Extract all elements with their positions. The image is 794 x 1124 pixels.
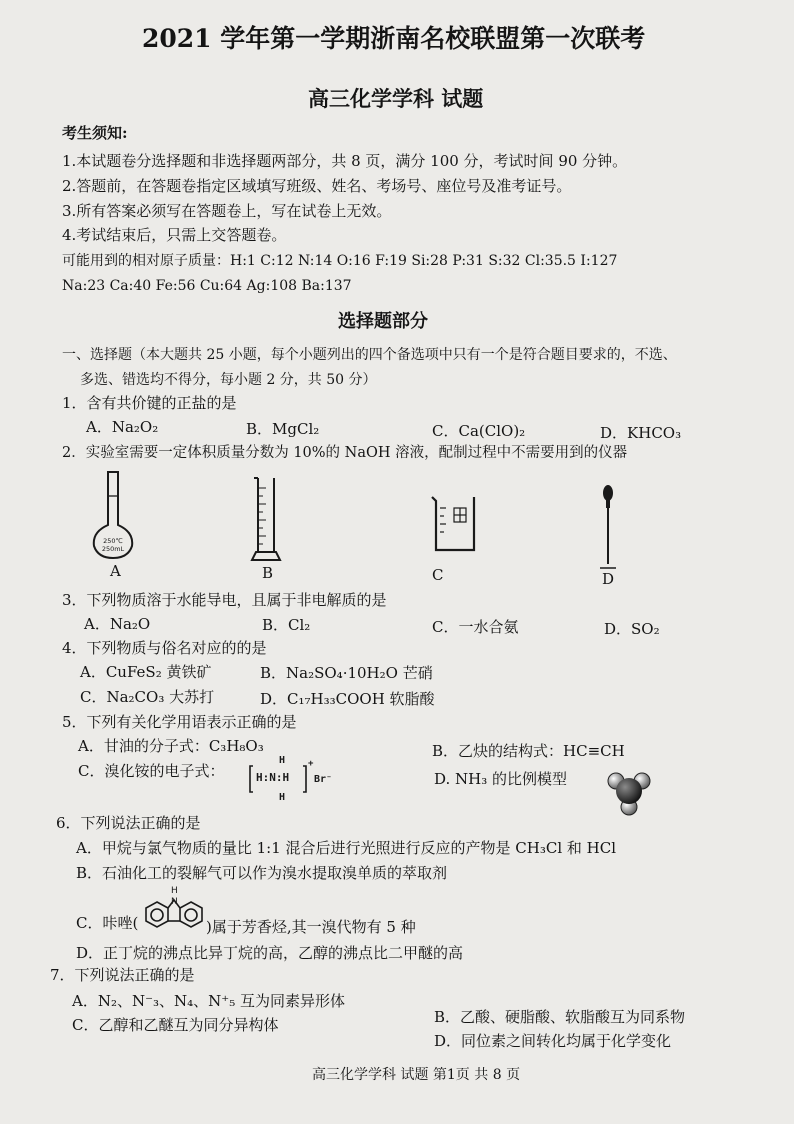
section-title: 选择题部分 <box>338 311 428 332</box>
q5-option-a: A．甘油的分子式：C₃H₈O₃ <box>78 737 264 755</box>
carbazole-h-label: H <box>171 886 178 896</box>
q1-option-b: B．MgCl₂ <box>246 420 320 438</box>
carbazole-n-label: N <box>171 897 178 907</box>
q7-option-b: B．乙酸、硬脂酸、软脂酸互为同系物 <box>434 1008 686 1026</box>
q5-stem: 5．下列有关化学用语表示正确的是 <box>62 713 297 731</box>
q3-option-a: A．Na₂O <box>84 615 151 633</box>
atomic-masses-line-1: 可能用到的相对原子质量：H:1 C:12 N:14 O:16 F:19 Si:28 P:31 S:32 Cl:35.5 I:127 <box>62 253 618 269</box>
q6-option-c-prefix: C．咔唑( <box>76 914 139 932</box>
atomic-masses-line-2: Na:23 Ca:40 Fe:56 Cu:64 Ag:108 Ba:137 <box>62 278 352 294</box>
q6-stem: 6．下列说法正确的是 <box>56 814 201 832</box>
dropper-icon <box>596 484 620 570</box>
q2-stem: 2．实验室需要一定体积质量分数为 10%的 NaOH 溶液，配制过程中不需要用到的仪器 <box>62 445 628 461</box>
flask-marking-2: 250mL <box>101 545 125 553</box>
notice-heading: 考生须知: <box>62 124 128 142</box>
notice-item-3: 3.所有答案必须写在答题卷上，写在试卷上无效。 <box>62 202 392 220</box>
q6-option-d: D．正丁烷的沸点比异丁烷的高，乙醇的沸点比二甲醚的高 <box>76 944 464 962</box>
nh4-charge: + <box>308 759 314 769</box>
ammonium-bromide-electron-formula <box>246 752 340 804</box>
q6-option-a: A．甲烷与氯气物质的量比 1:1 混合后进行光照进行反应的产物是 CH₃Cl 和 HCl <box>76 839 617 857</box>
volumetric-flask-icon <box>88 470 138 560</box>
q6-option-c-suffix: )属于芳香烃,其一溴代物有 5 种 <box>206 918 416 936</box>
q4-option-a: A．CuFeS₂ 黄铁矿 <box>80 663 212 681</box>
beaker-icon <box>428 494 480 554</box>
q4-stem: 4．下列物质与俗名对应的的是 <box>62 639 267 657</box>
q5-option-b: B．乙炔的结构式：HC≡CH <box>432 742 625 760</box>
q1-stem: 1．含有共价键的正盐的是 <box>62 394 237 412</box>
q4-option-b: B．Na₂SO₄·10H₂O 芒硝 <box>260 664 433 682</box>
notice-item-1: 1.本试题卷分选择题和非选择题两部分，共 8 页，满分 100 分，考试时间 90 分钟。 <box>62 152 628 170</box>
nh4-h-top: H <box>279 755 286 766</box>
notice-item-4: 4.考试结束后，只需上交答题卷。 <box>62 226 287 244</box>
bromide-anion: Br⁻ <box>314 774 333 785</box>
q7-option-a: A．N₂、N⁻₃、N₄、N⁺₅ 互为同素异形体 <box>72 992 345 1010</box>
q1-option-a: A．Na₂O₂ <box>86 418 159 436</box>
flask-marking-1: 250℃ <box>103 537 123 545</box>
exam-subtitle: 高三化学学科 试题 <box>308 86 484 111</box>
q7-option-c: C．乙醇和乙醚互为同分异构体 <box>72 1016 279 1034</box>
nh4-h-bottom: H <box>279 792 286 803</box>
q5-option-d: D. NH₃ 的比例模型 <box>434 770 568 788</box>
q1-option-c: C．Ca(ClO)₂ <box>432 422 526 440</box>
q1-option-d: D．KHCO₃ <box>600 424 682 442</box>
q3-option-b: B．Cl₂ <box>262 616 311 634</box>
q3-option-d: D．SO₂ <box>604 620 660 638</box>
exam-title: 2021 学年第一学期浙南名校联盟第一次联考 <box>142 24 646 53</box>
q2-label-a: A <box>110 562 121 580</box>
q2-label-b: B <box>262 564 274 582</box>
graduated-cylinder-icon <box>250 476 282 564</box>
q6-option-b: B．石油化工的裂解气可以作为溴水提取溴单质的萃取剂 <box>76 864 448 882</box>
q4-option-d: D．C₁₇H₃₃COOH 软脂酸 <box>260 690 435 708</box>
q2-label-d: D <box>602 570 615 588</box>
section-instructions-line-2: 多选、错选均不得分，每小题 2 分，共 50 分） <box>80 372 377 388</box>
q7-stem: 7．下列说法正确的是 <box>50 966 195 984</box>
notice-item-2: 2.答题前，在答题卷指定区域填写班级、姓名、考场号、座位号及准考证号。 <box>62 177 572 195</box>
page-footer: 高三化学学科 试题 第1页 共 8 页 <box>312 1067 521 1083</box>
section-instructions-line-1: 一、选择题（本大题共 25 小题，每个小题列出的四个备选项中只有一个是符合题目要求的，不选、 <box>62 347 677 363</box>
carbazole-structure <box>144 884 204 932</box>
ammonia-space-filling-model <box>604 770 654 818</box>
q7-option-d: D．同位素之间转化均属于化学变化 <box>434 1032 672 1050</box>
nh4-center-row: H:N:H <box>256 771 290 784</box>
q3-option-c: C．一水合氨 <box>432 618 519 636</box>
q2-label-c: C <box>432 566 444 584</box>
q3-stem: 3．下列物质溶于水能导电，且属于非电解质的是 <box>62 591 387 609</box>
q5-option-c: C．溴化铵的电子式： <box>78 762 225 780</box>
q4-option-c: C．Na₂CO₃ 大苏打 <box>80 688 215 706</box>
